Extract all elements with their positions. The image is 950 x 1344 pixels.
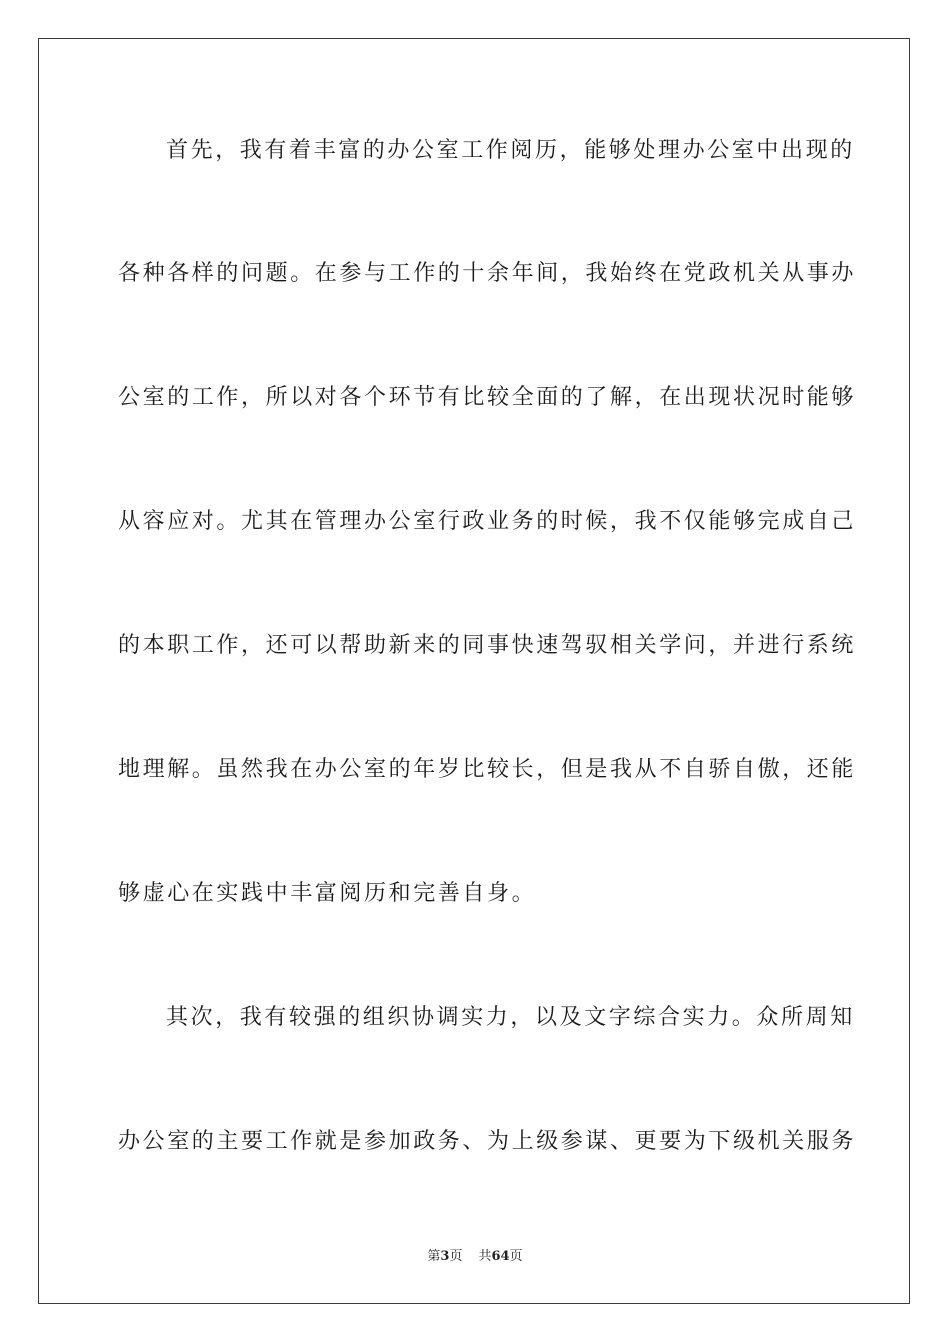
paragraph-1-line-4: 从容应对。尤其在管理办公室行政业务的时候，我不仅能够完成自己: [118, 509, 857, 534]
total-pages: 64: [491, 1249, 510, 1264]
page-border: [38, 38, 910, 1304]
page-number: 3: [440, 1249, 450, 1264]
page-suffix: 页: [449, 1249, 463, 1264]
paragraph-1-line-6: 地理解。虽然我在办公室的年岁比较长，但是我从不自骄自傲，还能: [118, 757, 857, 782]
total-suffix: 页: [509, 1249, 523, 1264]
total-prefix: 共: [478, 1249, 492, 1264]
paragraph-2-line-1: 其次，我有较强的组织协调实力，以及文字综合实力。众所周知: [166, 1005, 855, 1030]
page-footer: [0, 1248, 950, 1266]
paragraph-2-line-2: 办公室的主要工作就是参加政务、为上级参谋、更要为下级机关服务: [118, 1129, 857, 1154]
paragraph-1-line-3: 公室的工作，所以对各个环节有比较全面的了解，在出现状况时能够: [118, 385, 857, 410]
paragraph-1-line-1: 首先，我有着丰富的办公室工作阅历，能够处理办公室中出现的: [166, 138, 855, 163]
page-prefix: 第: [427, 1249, 441, 1264]
paragraph-1-line-7: 够虚心在实践中丰富阅历和完善自身。: [118, 881, 537, 906]
paragraph-1-line-2: 各种各样的问题。在参与工作的十余年间，我始终在党政机关从事办: [118, 261, 857, 286]
paragraph-1-line-5: 的本职工作，还可以帮助新来的同事快速驾驭相关学问，并进行系统: [118, 633, 857, 658]
